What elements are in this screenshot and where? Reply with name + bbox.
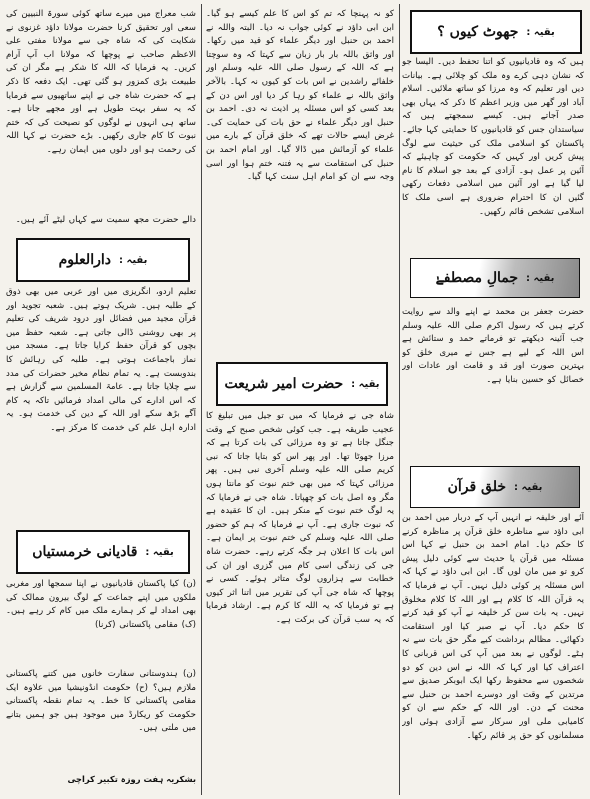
heading-title: دارالعلوم <box>58 252 111 268</box>
article-meraj-body: شب معراج میں میرے ساتھ کوئی سورۃ النبیین کی سعی اور تحقیق کرنا حضرت مولانا داؤد غزنوی نے شکایت کی کہ شاہ جی سے مولانا مفتی علی الاعظم صاحب نے پوچھا کہ مولانا اب آپ آرام کریں۔ یہ فرمایا کہ اللہ کا شکر ہے مگر ان کی طبیعت بڑی کمزور ہو گئی تھی۔ ایک دفعہ کا ذکر ہے کہ حضرت شاہ جی نے اپنے ساتھیوں سے فرمایا کہ یہ سفر بہت طویل ہے اور مجھے جانا ہے۔ ساتھ ہی انہوں نے لوگوں کو نصیحت کی کہ ختم نبوت کا کام جاری رکھیں۔ بڑے حضرت نے کہا اللہ کی رحمت ہو اور دلوں میں ایمان رہے۔ <box>6 9 196 155</box>
heading-title: جھوٹ کیوں ؟ <box>437 24 519 40</box>
article-jamal-mustafa-body: حضرت جعفر بن محمد نے اپنے والد سے روایت کرتے ہیں کہ رسول اکرم صلی اللہ علیہ وسلم جب آئینہ دیکھتے تو فرماتے حمد و ستائش ہے اس اللہ کے لیے ہے جس نے میری خلق کو بہترین صورت اور قد و قامت اور عادات اور خصائل کو حسین بنایا ہے۔ <box>402 307 584 385</box>
section-heading-ameer-shariat <box>216 362 388 406</box>
section-heading-darul-uloom <box>16 238 190 282</box>
article-khulq-quran-body: آئے اور خلیفہ نے انہیں آپ کے دربار میں احمد بن ابی داؤد سے مناظرہ خلق قرآن پر مناظرہ کرنے کا حکم دیا۔ امام احمد بن حنبل نے کہا اس مسئلہ میں قرآن یا حدیث سے کوئی دلیل پیش کرو تو میں مان لوں گا۔ ابن ابی داؤد نے کہا کہ اس مسئلہ پر کوئی دلیل نہیں۔ آپ نے فرمایا کہ یہ قرآن اللہ کا کلام ہے اور اللہ کا کلام مخلوق نہیں۔ یہ بات سن کر خلیفہ نے آپ کو قید کرنے کا حکم دیا۔ آپ نے صبر کیا اور استقامت دکھائی۔ مظالم برداشت کیے مگر حق بات سے نہ ہٹے۔ لوگوں نے بعد میں آپ کی اس قربانی کا اعتراف کیا اور کہا کہ اللہ نے اس دین کو دو شخصوں سے محفوظ رکھا ایک ابوبکر صدیق سے مرتدین کے وقت اور دوسرے احمد بن حنبل سے محنت کے دن۔ اور اللہ کے حکم سے ان کو کامیابی ملی اور سرکار سے آزادی ہوئی اور مسلمانوں کو حق پر قائم رکھا۔ <box>402 513 584 741</box>
heading-label: بقیہ : <box>118 254 148 266</box>
heading-title: حضرت امیر شریعت <box>224 376 344 392</box>
article-kotho-body: کو نہ پہنچا کہ تم کو اس کا علم کیسے ہو گیا۔ ابن ابی داؤد نے کوئی جواب نہ دیا۔ البتہ واللہ نے احمد بن حنبل اور دیگر علماء کو قید میں رکھا۔ اور واثق باللہ بار بار زبان سے کہتا کہ وہ سوچتا ہے کہ اللہ کے رسول صلی اللہ علیہ وسلم اور خلفائے راشدین نے اس بات کو کیوں نہ کہا۔ بالآخر واثق باللہ نے علماء کو رہا کر دیا اور اس دن کے بعد کسی کو اس مسئلہ پر اذیت نہ دی۔ احمد بن حنبل اور دیگر علماء نے حق بات کی حمایت کی۔ غرض ایسے حالات تھے کہ خلق قرآن کے بارے میں علماء کو آزمائش میں ڈالا گیا۔ اور امام احمد بن حنبل کی استقامت سے یہ فتنہ ختم ہوا اور اسی وجہ سے ان کو امام اہل سنت کہا گیا۔ <box>206 9 394 183</box>
article-darul-uloom-body: تعلیم اردو، انگریزی میں اور عربی میں بھی ذوق کے طلبہ ہیں۔ شریک ہوتے ہیں۔ شعبہ تجوید اور قرآن مجید میں فضائل اور درود شریف کی تعلیم پر بھی روشنی ڈالی جاتی ہے۔ شعبہ حفظ میں بچوں کو قرآن حفظ کرایا جاتا ہے۔ مسجد میں نماز باجماعت ہوتی ہے۔ طلبہ کی رہائش کا بندوبست ہے۔ یہ تمام نظام مخیر حضرات کی مدد سے چلایا جاتا ہے۔ عامۃ المسلمین سے گزارش ہے کہ اس ادارے کی مالی امداد فرمائیں تاکہ یہ کام آگے بڑھ سکے اور اللہ کے دین کی خدمت ہو۔ یہ ادارہ اہل علم کی خدمت کا مرکز ہے۔ <box>6 287 196 433</box>
heading-label: بقیہ : <box>514 481 543 493</box>
section-heading-jhoot-kyun <box>410 10 582 54</box>
column-divider <box>201 4 202 795</box>
article-jhoot-kyun-body: ہیں کہ وہ قادیانیوں کو اتنا تحفظ دیں۔ الیسا جو کہ نشان دہی کرے وہ ملک کو چلائی ہے۔ بیانات دیں اور تعلیم کہ وہ مرزا کو ساتھ ملائیں۔ اسلام آباد اور گھر میں وزیر اعظم کا ذکر کہ یہاں بھی صدر آجاتے ہیں۔ کیسے سمجھتے ہیں کہ سیاستدان جس کو قادیانیوں کا حمایتی کہا جائے۔ پاکستان کو اسلامی ملک کی حیثیت سے لوگ پیش کریں اور کہیں کہ حکومت کو چاہیئے کہ آئین پر عمل ہو۔ آزادی کے بعد جو اسلام کا نام لیا گیا ہے اور آئین میں اسلامی دفعات رکھی گئیں ان کا احترام ضروری ہے اسی ملک کا اسلامی تشخص قائم رکھیں۔ <box>402 57 584 217</box>
heading-label: بقیہ : <box>351 378 380 390</box>
section-heading-qadiani-khurafat <box>16 530 190 574</box>
article-ameer-shariat-body: شاہ جی نے فرمایا کہ میں تو جیل میں تبلیغ کا عجیب طریقہ ہے۔ جب کوئی شخص صبح کے وقت جنگل جاتا ہے تو وہ مرزائی کی بات کرتا ہے کہ مرزا جھوٹا تھا۔ اور پھر اس کو بتایا جاتا کہ نبی کریم صلی اللہ علیہ وسلم آخری نبی ہیں۔ پھر مرزائی کہتا کہ میں بھی ختم نبوت کو مانتا ہوں مگر وہ اصل بات کو چھپاتا۔ شاہ جی نے فرمایا کہ یہ لوگ ختم نبوت کے منکر ہیں۔ ان کا عقیدہ ہے کہ نبوت جاری ہے۔ آپ نے فرمایا کہ ہم کو حضور صلی اللہ علیہ وسلم کی ختم نبوت پر ایمان ہے۔ اس بات کا اعلان ہر جگہ کرتے رہے۔ حضرت شاہ جی کی زندگی اسی کام میں گزری اور ان کی خطابت سے ہزاروں لوگ متاثر ہوئے۔ کسی نے پوچھا کہ شاہ جی آپ کی تقریر میں اتنا اثر کیوں ہے تو فرمایا کہ یہ اللہ کا کرم ہے۔ ارشاد فرمایا کہ یہ سب قرآن کی برکت ہے۔ <box>206 411 394 625</box>
heading-label: بقیہ : <box>526 26 555 38</box>
heading-title: قادیانی خرمستیاں <box>32 544 138 560</box>
heading-title: جمالِ مصطفےٰ <box>435 270 519 286</box>
article-meraj-tail: دالے حضرت مجھ سمیت سے کہاں لیٹے آئے ہیں۔ <box>15 215 196 225</box>
heading-label: بقیہ : <box>526 272 555 284</box>
column-divider <box>399 4 400 795</box>
article-qadiani-khurafat-body: (ن) کیا پاکستان قادیانیوں نے اپنا سمجھا اور مغربی ملکوں میں اپنے جماعت کے لوگ بیرون ممالک کی بھی امداد لے کر ہمارے ملک میں کام کر رہے ہیں۔ (ک) مقامی پاکستانی (کرنا) <box>6 579 196 630</box>
heading-title: خلق قرآن <box>447 479 507 495</box>
article-qadiani-khurafat-body-2: (ن) ہندوستانی سفارت خانوں میں کتنے پاکستانی ملازم ہیں؟ (ح) حکومت انڈونیشیا میں علاوہ ایک مقامی پاکستانی کا خط۔ یہ تمام نقطہ پاکستانی حکومت کو ریکارڈ میں موجود ہیں جو ہمیں بتانے میں ملتی ہیں۔ <box>6 669 196 734</box>
section-heading-khulq-quran <box>410 466 580 508</box>
source-credit: بشکریہ ہفت روزہ تکبیر کراچی <box>67 774 196 784</box>
heading-label: بقیہ : <box>145 546 174 558</box>
section-heading-jamal-mustafa <box>410 258 580 298</box>
